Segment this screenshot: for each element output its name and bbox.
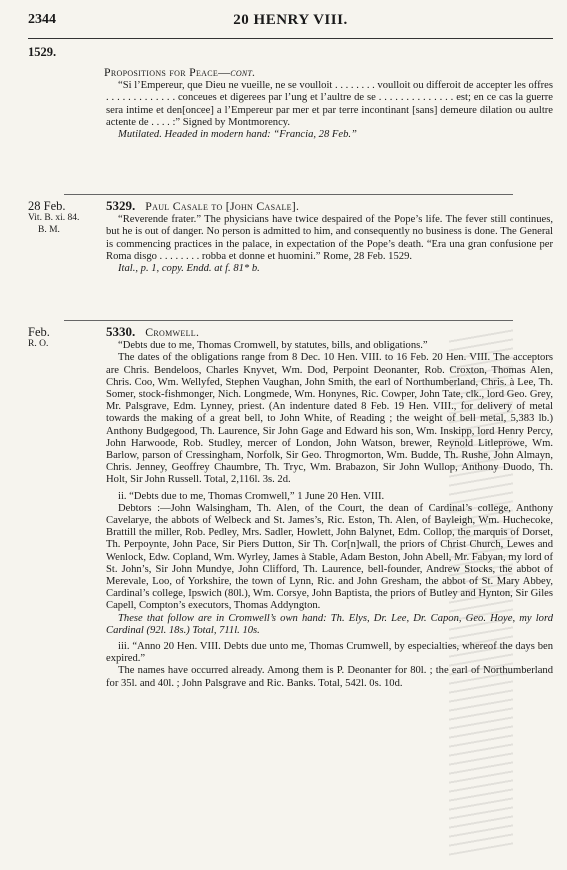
heading-text: Cromwell. [145,325,200,339]
margin-date: 28 Feb. [28,199,66,213]
paragraph: “Reverende frater.” The physicians have twice despaired of the Pope’s life. The fever still continues, but he is out of danger. No person is admitted to him, and consequently no business is done. The General is commencing practices in the palace, in expectation of the Pope’s death. “Era una gran confusione per Roma disgo . . . . . . . . robba et donne et huomini.” Rome, 28 Feb. 1529. [106,214,553,262]
paragraph: The dates of the obligations range from 8 Dec. 10 Hen. VIII. to 16 Feb. 20 Hen. VIII. The acceptors are Chris. Bendeloos, Charles Knyvet, Wm. Dod, Perpoint Deonanter, Rob. Croxton, Thomas Alen, Chris. Coo, Wm. Wellyfed, Stephen Vaughan, John Smith, the earl of Northumberland, Chris. à Lee, Th. Somer, stock-fishmonger, Nich. Longmede, Wm. Honynes, Ric. Cowper, John Tate, clk., lord Geo. Grey, Mr. Palsgrave, Edm. Lynney, priest. (An indenture dated 8 Feb. 19 Hen. VIII., for delivery of metal towards the making of a great bell, to John White, of Reading ; the weight of bell metal, 5,383 lb.) Anthony Budgegood, Th. Laurence, Sir John Gage and Edward his son, Wm. Inskipp, lord Henry Percy, John Harwoode, Rob. Studley, mercer of London, John Watson, brewer, Reynold Litleprowe, Wm. Barlow, parson of Cressingham, Norfolk, Sir Geo. Throgmorton, Wm. Budde, Th. Rushe, John Almayn, Chris. Jenney, Geoffrey Chaumbre, Th. Tryc, Wm. Brabazon, Sir John Wullop, Anthony Duodo, Th. Holt, Sir John Russell. Total, 2,116l. 3s. 2d. [106,352,553,486]
entry-margin [28,200,96,236]
entry-margin [28,326,96,350]
entry-body [106,326,553,690]
entry-body [106,200,553,275]
entry-propositions-for-peace [28,46,553,141]
page-number: 2344 [28,12,56,27]
margin-ref: R. O. [28,339,49,349]
entry-note: Mutilated. Headed in modern hand: “Francia, 28 Feb.” [118,129,357,141]
margin-ref: Vit. B. xi. 84. [28,213,80,223]
running-header [28,10,553,34]
paragraph: These that follow are in Cromwell’s own hand: Th. Elys, Dr. Lee, Dr. Capon, Geo. Hoye, my lord Cardinal (92l. 18s.) Total, 711l. 10s. [106,612,553,636]
heading-text: Paul Casale to [John Casale]. [145,199,300,213]
entry-margin [28,46,96,58]
header-rule [28,38,553,39]
entry-divider [64,194,513,195]
margin-ref-2: B. M. [38,225,60,235]
entry-body [106,46,553,141]
paragraph: Debtors :—John Walsingham, Th. Alen, of the Court, the dean of Cardinal’s college, Anthony Cavelarye, the abbots of Welbeck and St. James’s, Ric. Eston, Th. Alen, of Bayleigh, Wm. Huchecoke, Brattill the miller, Rob. Pedley, Mrs. Sadler, Howlett, John Balynet, Edm. Collop, the marquis of Dorset, Th. Perpoynte, John Pace, Sir Piers Dutton, Sir Th. Cor[n]wall, the priors of Christ Church, Lewes and Wenlock, Edw. Copland, Wm. Wyrley, James à Stable, Adam Beston, John Abell, Mr. Fabyan, my lord of St. John’s, Sir John Mundye, John Clifford, Th. Laurence, bell-founder, Andrew Stocks, the abbot of Merevale, Loo, of Yorkshire, the town of Lynn, Ric. and John Gresham, the abbot of St. Mary Abbey, Cardinal’s college, Ipswich (80l.), Wm. Corsye, John Baptista, the priors of Butley and Hynton, Sir Giles Capell, Compton’s executors, Thomas Addyngton. [106,502,553,612]
paragraph: The names have occurred already. Among them is P. Deonanter for 80l. ; the earl of Northumberland for 35l. and 40l. ; John Palsgrave and Ric. Banks. Total, 542l. 0s. 10d. [106,665,553,689]
paragraph: “Si l’Empereur, que Dieu ne vueille, ne se voulloit . . . . . . . . voulloit ou differoit de accepter les offres . . . . . . . . . . . . . conceues et digerees par l’ung et l’aultre de se . . . . . . . . . . . . . . est; en ce cas la guerre sera intime et den[oncee] a l’Empereur par mer et par terre incontinant [sans] demeure dilation ou aultre actente de . . . . :” Signed by Montmorency. [106,80,553,128]
margin-date: Feb. [28,325,50,339]
paragraph: ii. “Debts due to me, Thomas Cromwell,” 1 June 20 Hen. VIII. [118,490,385,502]
entry-divider [64,320,513,321]
heading-suffix: cont. [230,65,256,79]
entry-number: 5329. [106,198,136,213]
entry-note: Ital., p. 1, copy. Endd. at f. 81* b. [118,263,260,275]
heading-text: Propositions for Peace— [104,65,231,79]
entry-5329 [28,200,553,275]
paragraph: iii. “Anno 20 Hen. VIII. Debts due unto me, Thomas Crumwell, by especialties, whereof the days ben expired.” [106,641,553,665]
entry-5330 [28,326,553,690]
entry-heading [106,200,553,212]
running-title: 20 HENRY VIII. [233,12,348,28]
margin-year: 1529. [28,45,57,59]
entry-heading [104,66,553,78]
entry-number: 5330. [106,324,136,339]
entry-heading [106,326,553,338]
paragraph: “Debts due to me, Thomas Cromwell, by statutes, bills, and obligations.” [118,340,428,352]
